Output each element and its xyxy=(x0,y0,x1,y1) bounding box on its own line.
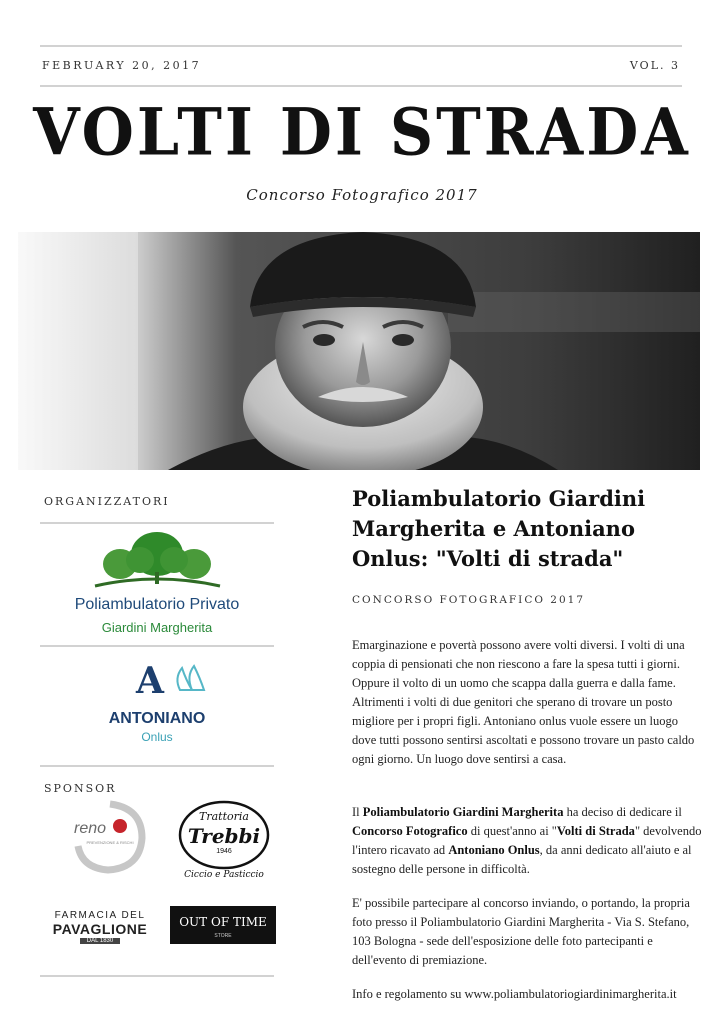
hero-photo xyxy=(18,232,700,470)
farmacia-since: DAL 1830 xyxy=(80,938,120,944)
text-run: , da anni dedicato all'aiuto e al sostegno delle persone in difficoltà. xyxy=(352,843,692,876)
trattoria-trebbi-logo xyxy=(178,800,270,884)
emphasis: Antoniano Onlus xyxy=(448,843,540,857)
article-paragraph: E' possibile partecipare al concorso inviando, o portando, la propria foto presso il Poliambulatorio Giardini Margherita - Via S. Stefano, 103 Bologna - sede dell'esposizione delle foto partecipanti e dell'evento di premiazione. xyxy=(352,896,690,967)
outoftime-name: OUT OF TIME xyxy=(179,915,267,929)
masthead-top-rule xyxy=(40,45,682,47)
sponsors-label: SPONSOR xyxy=(44,782,117,795)
text-run: " devolvendo l'intero ricavato ad xyxy=(352,824,702,857)
newsletter-title: VOLTI DI STRADA xyxy=(33,95,691,171)
sidebar-rule xyxy=(40,765,274,767)
article-info-link[interactable]: Info e regolamento su www.poliambulatoriogiardinimargherita.it xyxy=(352,987,677,1001)
antoniano-sub: Onlus xyxy=(141,730,173,744)
poliambulatorio-subname: Giardini Margherita xyxy=(101,620,213,635)
poliambulatorio-name: Poliambulatorio Privato xyxy=(74,596,240,613)
sidebar-rule xyxy=(40,522,274,524)
article-paragraph xyxy=(352,803,704,879)
article-kicker: CONCORSO FOTOGRAFICO 2017 xyxy=(352,594,586,606)
farmacia-line1: FARMACIA DEL xyxy=(54,910,146,921)
text-run: ha deciso di dedicare il xyxy=(563,805,682,819)
emphasis: Volti di Strada xyxy=(556,824,635,838)
out-of-time-logo xyxy=(170,906,276,944)
reno-name: reno xyxy=(74,820,107,837)
sidebar-rule xyxy=(40,645,274,647)
trattoria-year: 1946 xyxy=(216,848,232,855)
emphasis: Concorso Fotografico xyxy=(352,824,468,838)
reno-tag: PREVENZIONE & RISCHI xyxy=(86,840,134,845)
flame-icon xyxy=(172,664,212,694)
trees-icon xyxy=(40,530,274,588)
antoniano-letter: A xyxy=(136,660,164,702)
text-run: di quest'anno ai " xyxy=(467,824,557,838)
reno-logo xyxy=(70,798,150,878)
antoniano-name: ANTONIANO xyxy=(108,710,206,727)
outoftime-tag: STORE xyxy=(214,933,232,939)
trattoria-line2: Trebbi xyxy=(187,824,261,848)
emphasis: Poliambulatorio Giardini Margherita xyxy=(362,805,564,819)
trattoria-tag: Ciccio e Pasticcio xyxy=(184,870,264,880)
farmacia-pavaglione-logo xyxy=(44,910,156,946)
organizers-label: ORGANIZZATORI xyxy=(44,495,170,508)
portrait-image xyxy=(18,232,700,470)
reno-swirl-icon xyxy=(70,798,150,878)
article-paragraph: Emarginazione e povertà possono avere volti diversi. I volti di una coppia di pensionati che non riescono a fare la spesa tutti i giorni. Oppure il volto di un uomo che scappa dalla guerra e dalla fame. Altrimenti i volti di due genitori che sperano di trovare un posto migliore per i propri figli. Antoniano onlus vuole essere un luogo dove tutti possono sentirsi ascoltati e possono trovare un pasto caldo ogni giorno. Un luogo dove sentirsi a casa. xyxy=(352,638,695,766)
issue-volume: VOL. 3 xyxy=(629,59,680,72)
antoniano-logo xyxy=(40,660,274,760)
sidebar-rule xyxy=(40,975,274,977)
masthead-bottom-rule xyxy=(40,85,682,87)
trattoria-line1: Trattoria xyxy=(199,810,249,823)
text-run: Il xyxy=(352,805,363,819)
issue-date: FEBRUARY 20, 2017 xyxy=(42,59,202,72)
farmacia-line2: PAVAGLIONE xyxy=(52,921,148,937)
article-title: Poliambulatorio Giardini Margherita e Antoniano Onlus: "Volti di strada" xyxy=(352,486,646,571)
newsletter-subtitle: Concorso Fotografico 2017 xyxy=(246,186,478,204)
poliambulatorio-logo xyxy=(40,530,274,640)
